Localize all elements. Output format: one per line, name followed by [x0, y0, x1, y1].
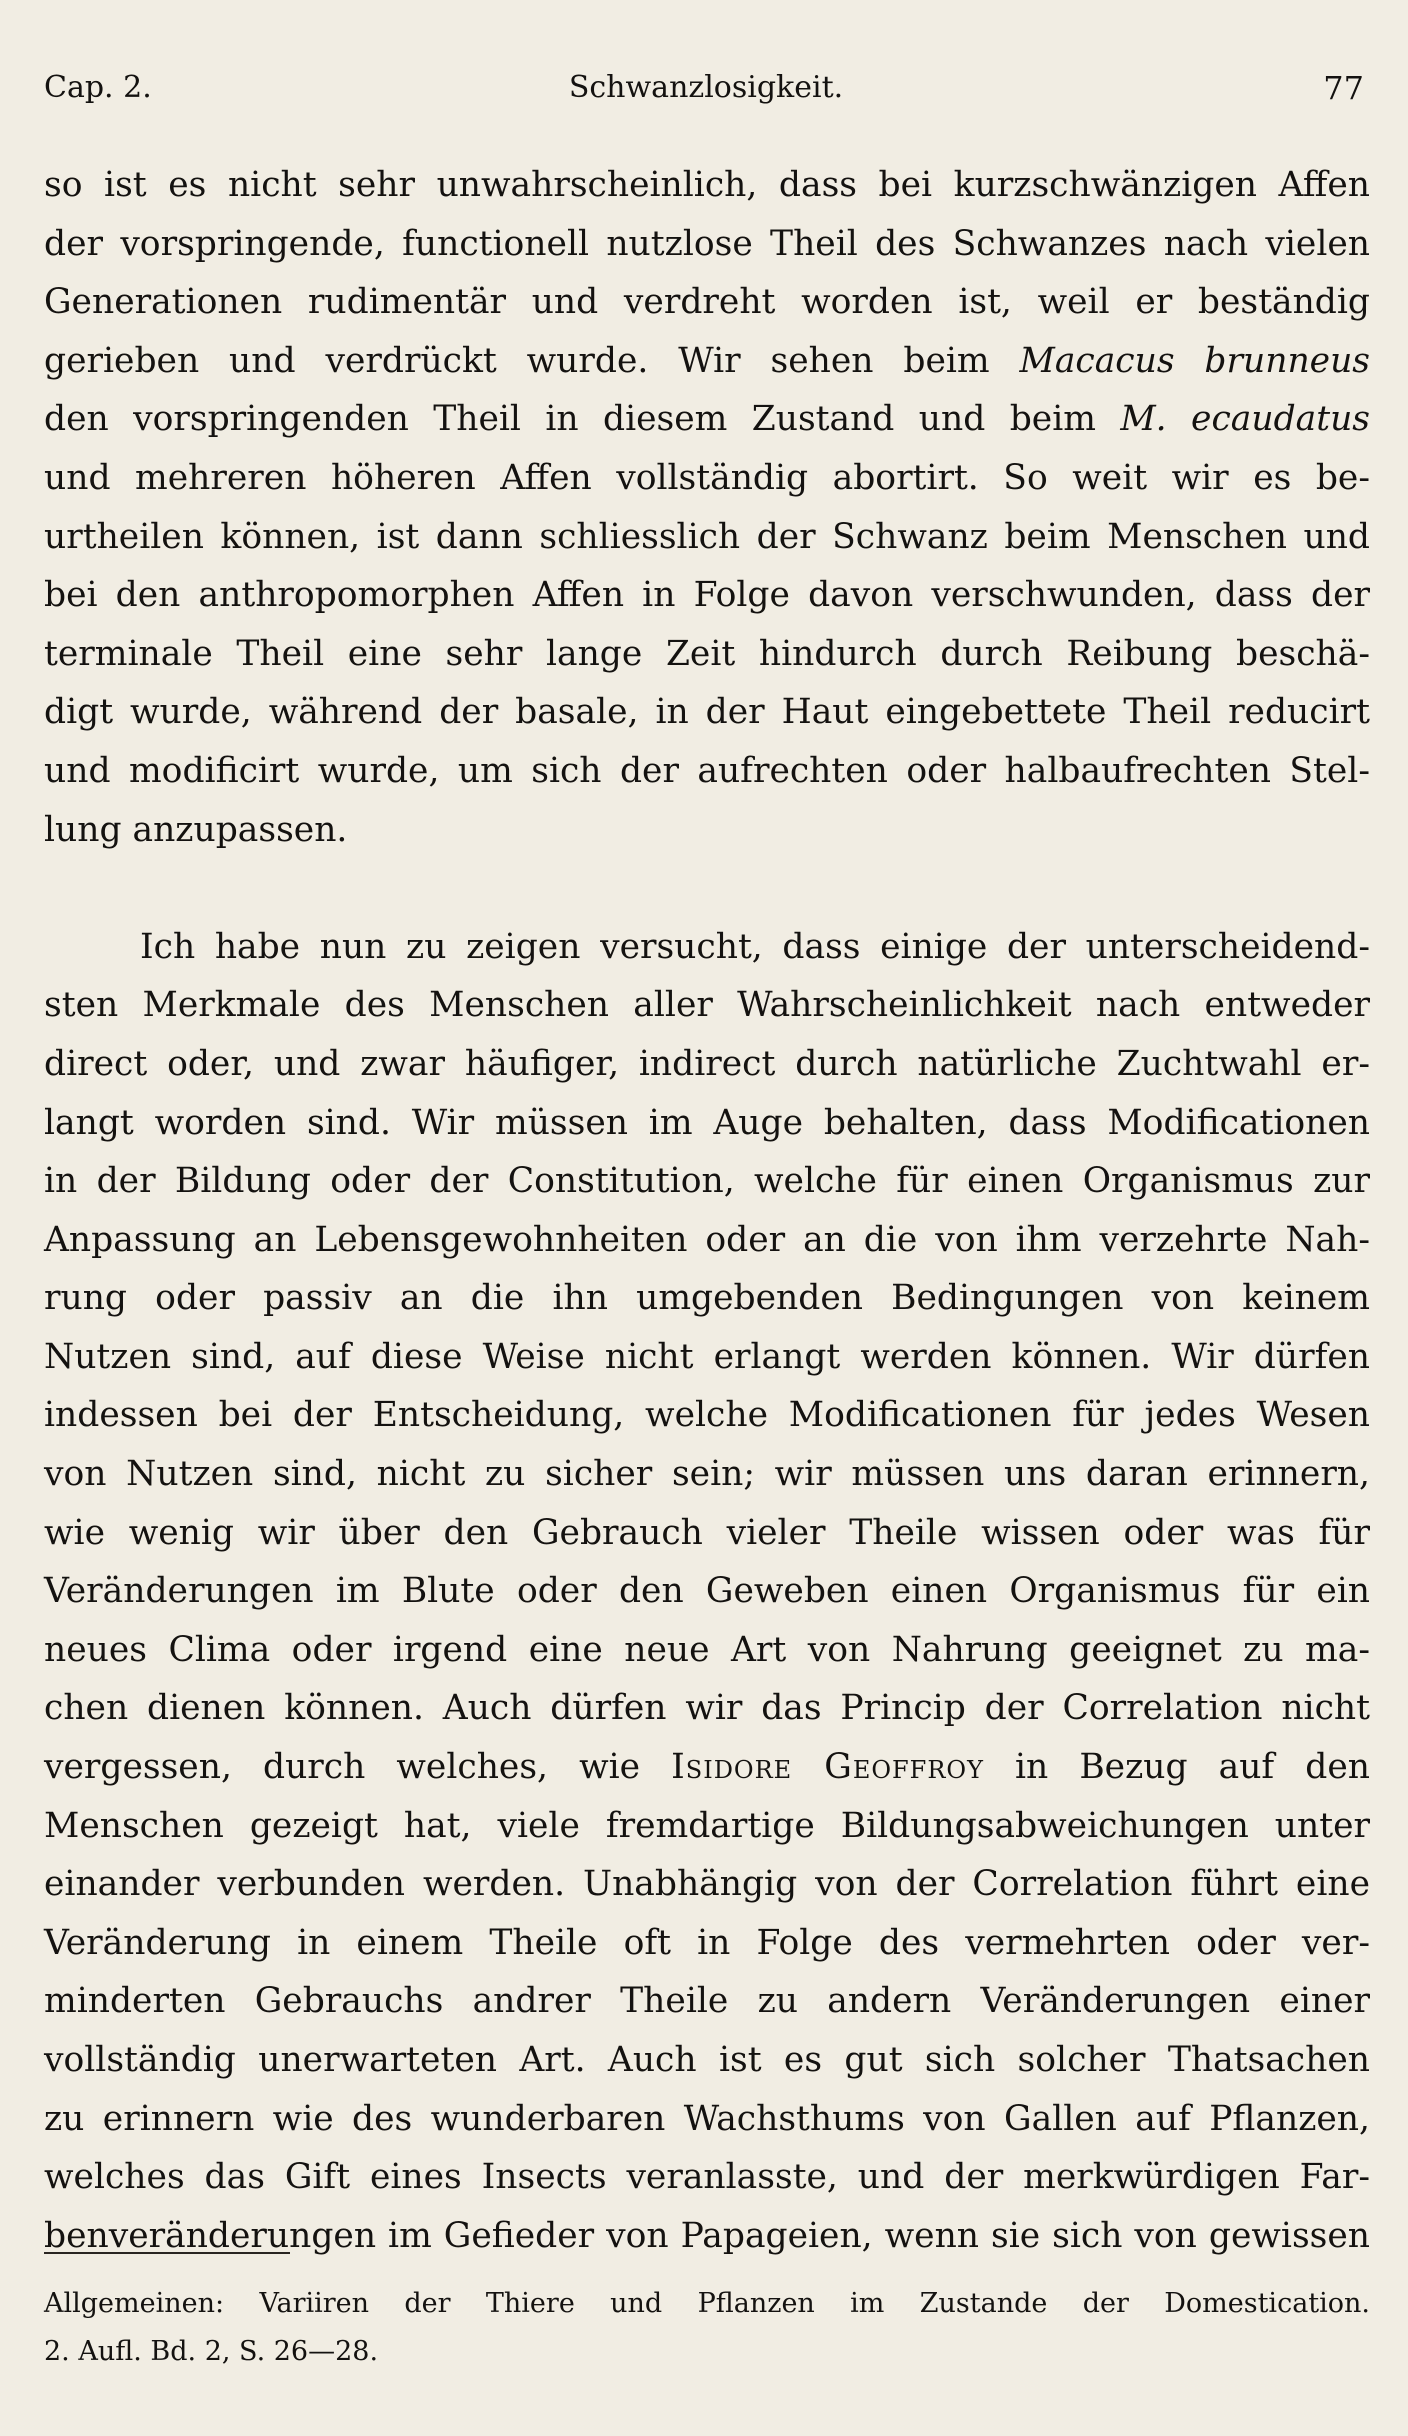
- text-line: Veränderungen im Blute oder den Geweben einen Organismus für ein: [44, 1571, 1370, 1612]
- footnote-line: 2. Aufl. Bd. 2, S. 26—28.: [44, 2336, 379, 2367]
- page-number: 77: [1323, 69, 1364, 107]
- species-name: Macacus brunneus: [1019, 340, 1371, 381]
- text-line: Anpassung an Lebensgewohnheiten oder an die von ihm verzehrte Nah-: [44, 1219, 1370, 1260]
- running-head: [44, 66, 1368, 110]
- paragraph-gap: [44, 859, 1370, 918]
- species-name: M. ecaudatus: [1120, 399, 1371, 440]
- text-line: lung anzupassen.: [44, 809, 348, 850]
- footnote-line: Allgemeinen: Variiren der Thiere und Pflanzen im Zustande der Domestication.: [44, 2288, 1370, 2319]
- text-line: der vorspringende, functionell nutzlose Theil des Schwanzes nach vielen: [44, 223, 1370, 264]
- text-line: langt worden sind. Wir müssen im Auge behalten, dass Modificationen: [44, 1102, 1370, 1143]
- text-line: indessen bei der Entscheidung, welche Modificationen für jedes Wesen: [44, 1395, 1370, 1436]
- text-line: digt wurde, während der basale, in der Haut eingebettete Theil reducirt: [44, 692, 1370, 733]
- text-line: wie wenig wir über den Gebrauch vieler Theile wissen oder was für: [44, 1512, 1370, 1553]
- text-line: Generationen rudimentär und verdreht worden ist, weil er beständig: [44, 282, 1370, 323]
- text-line: terminale Theil eine sehr lange Zeit hindurch durch Reibung beschä-: [44, 633, 1370, 674]
- text-line: und mehreren höheren Affen vollständig abortirt. So weit wir es be-: [44, 457, 1370, 498]
- text-line: einander verbunden werden. Unabhängig von der Correlation führt eine: [44, 1864, 1370, 1905]
- text-line: und modificirt wurde, um sich der aufrechten oder halbaufrechten Stel-: [44, 750, 1370, 791]
- text-run: vergessen, durch welches, wie: [44, 1747, 641, 1788]
- text-line: chen dienen können. Auch dürfen wir das Princip der Correlation nicht: [44, 1688, 1370, 1729]
- text-line: [44, 1738, 1370, 1797]
- text-line: Nutzen sind, auf diese Weise nicht erlangt werden können. Wir dürfen: [44, 1336, 1370, 1377]
- text-line: Menschen gezeigt hat, viele fremdartige Bildungsabweichungen unter: [44, 1805, 1370, 1846]
- body-text: [44, 156, 1370, 2265]
- text-line: sten Merkmale des Menschen aller Wahrscheinlichkeit nach entweder: [44, 985, 1370, 1026]
- running-title: Schwanzlosigkeit.: [568, 70, 844, 105]
- text-line: in der Bildung oder der Constitution, welche für einen Organismus zur: [44, 1161, 1370, 1202]
- text-line: Veränderung in einem Theile oft in Folge des vermehrten oder ver-: [44, 1922, 1370, 1963]
- text-line: rung oder passiv an die ihn umgebenden Bedingungen von keinem: [44, 1278, 1370, 1319]
- text-line: vollständig unerwarteten Art. Auch ist es gut sich solcher Thatsachen: [44, 2040, 1370, 2080]
- text-run: den vorspringenden Theil in diesem Zustand und beim: [44, 399, 1096, 440]
- text-line: bei den anthropomorphen Affen in Folge davon verschwunden, dass der: [44, 575, 1370, 616]
- text-line: benveränderungen im Gefieder von Papageien, wenn sie sich von gewissen: [44, 2215, 1370, 2256]
- text-line: direct oder, und zwar häufiger, indirect durch natürliche Zuchtwahl er-: [44, 1043, 1370, 1084]
- chapter-label: Cap. 2.: [44, 70, 152, 105]
- text-line: [44, 390, 1370, 449]
- text-run: gerieben und verdrückt wurde. Wir sehen beim: [44, 340, 990, 381]
- text-run: in Bezug auf den: [1015, 1747, 1370, 1788]
- text-line: so ist es nicht sehr unwahrscheinlich, dass bei kurzschwänzigen Affen: [44, 165, 1370, 205]
- text-line: [44, 332, 1370, 391]
- text-line: neues Clima oder irgend eine neue Art von Nahrung geeignet zu ma-: [44, 1629, 1370, 1670]
- text-line: zu erinnern wie des wunderbaren Wachsthums von Gallen auf Pflanzen,: [44, 2098, 1370, 2139]
- text-line: minderten Gebrauchs andrer Theile zu andern Veränderungen einer: [44, 1981, 1370, 2022]
- text-line: Ich habe nun zu zeigen versucht, dass einige der unterscheidend-: [140, 926, 1370, 967]
- author-name: Isidore Geoffroy: [671, 1747, 984, 1788]
- text-line: welches das Gift eines Insects veranlasste, und der merkwürdigen Far-: [44, 2157, 1370, 2198]
- text-line: von Nutzen sind, nicht zu sicher sein; wir müssen uns daran erinnern,: [44, 1454, 1370, 1495]
- text-line: urtheilen können, ist dann schliesslich der Schwanz beim Menschen und: [44, 516, 1370, 557]
- footnote-rule: [44, 2252, 290, 2254]
